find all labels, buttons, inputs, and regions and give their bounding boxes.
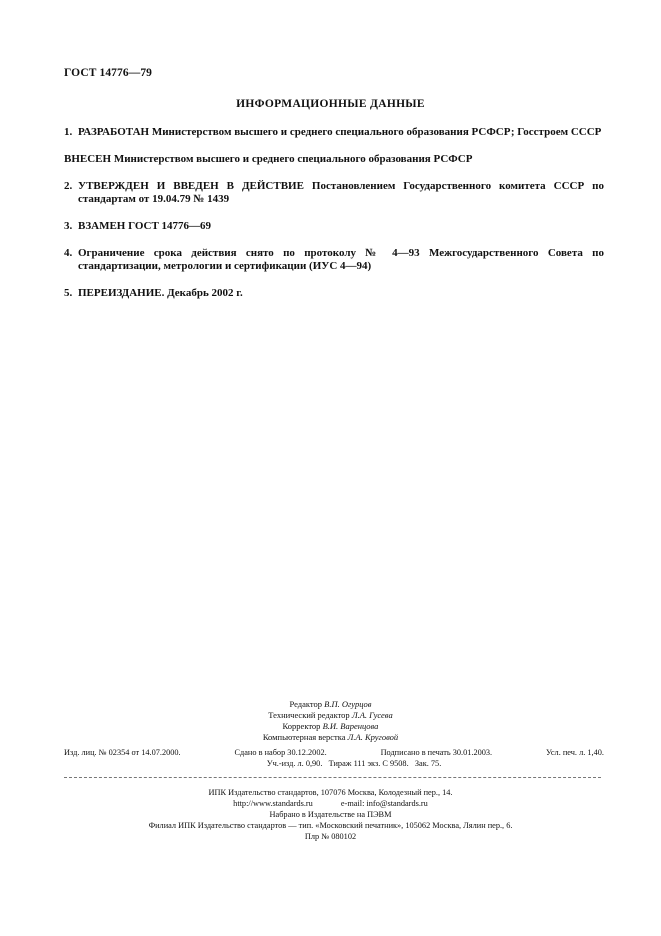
publication-details [64,747,604,769]
printing-branch: Филиал ИПК Издательство стандартов — тип. «Московский печатник», 105062 Москва, Лялин пер., 6. [148,821,513,830]
publisher-imprint [0,787,661,842]
info-items-list [64,126,604,314]
publisher-website: http://www.standards.ru [233,799,313,808]
item-number: 3. [64,220,73,232]
item-text: ВЗАМЕН ГОСТ 14776—69 [78,220,212,232]
info-item-3 [64,220,604,233]
editorial-credits [0,699,661,743]
proofreader-line [0,721,661,732]
layout-label: Компьютерная верстка [262,732,346,742]
proofreader-label: Корректор [282,721,321,731]
editor-line [0,699,661,710]
item-text: УТВЕРЖДЕН И ВВЕДЕН В ДЕЙСТВИЕ Постановлением Государственного комитета СССР по стандартам от 19.04.79 № 1439 [78,180,604,205]
item-number: 2. [64,180,73,192]
layout-name: Л.А. Круговой [347,732,399,742]
publisher-address: ИПК Издательство стандартов, 107076 Москва, Колодезный пер., 14. [208,788,453,797]
item-text: Ограничение срока действия снято по протоколу № 4—93 Межгосударственного Совета по стандартизации, метрологии и сертификации (ИУС 4—94) [78,247,604,272]
document-code: ГОСТ 14776—79 [64,67,153,79]
publisher-contacts [0,798,661,809]
footer-divider [64,777,601,778]
editor-name: В.П. Огурцов [324,699,372,709]
info-item-submitted [64,153,604,166]
editor-label: Редактор [289,699,322,709]
info-item-1 [64,126,604,139]
item-text: ПЕРЕИЗДАНИЕ. Декабрь 2002 г. [78,287,243,299]
info-item-5 [64,287,604,300]
item-text: РАЗРАБОТАН Министерством высшего и среднего специального образования РСФСР; Госстроем СССР [78,126,602,138]
proofreader-name: В.И. Варенцова [322,721,379,731]
publication-row-2: Уч.-изд. л. 0,90. Тираж 111 экз. С 9508. Зак. 75. [266,759,442,768]
print-sheets: Усл. печ. л. 1,40. [546,748,604,757]
info-item-4 [64,247,604,273]
publication-row-1 [64,747,604,758]
item-text: ВНЕСЕН Министерством высшего и среднего специального образования РСФСР [64,153,473,165]
item-number: 5. [64,287,73,299]
plr-number: Плр № 080102 [304,832,357,841]
info-item-2 [64,180,604,206]
item-number: 1. [64,126,73,138]
tech-editor-label: Технический редактор [268,710,350,720]
tech-editor-name: Л.А. Гусева [351,710,393,720]
typeset-note: Набрано в Издательстве на ПЭВМ [269,810,392,819]
layout-line [0,732,661,743]
license-info: Изд. лиц. № 02354 от 14.07.2000. [64,748,181,757]
signed-to-print: Подписано в печать 30.01.2003. [380,748,493,757]
item-number: 4. [64,247,73,259]
publisher-email: e-mail: info@standards.ru [340,799,428,808]
section-title: ИНФОРМАЦИОННЫЕ ДАННЫЕ [236,98,425,110]
sent-to-set: Сдано в набор 30.12.2002. [234,748,327,757]
tech-editor-line [0,710,661,721]
